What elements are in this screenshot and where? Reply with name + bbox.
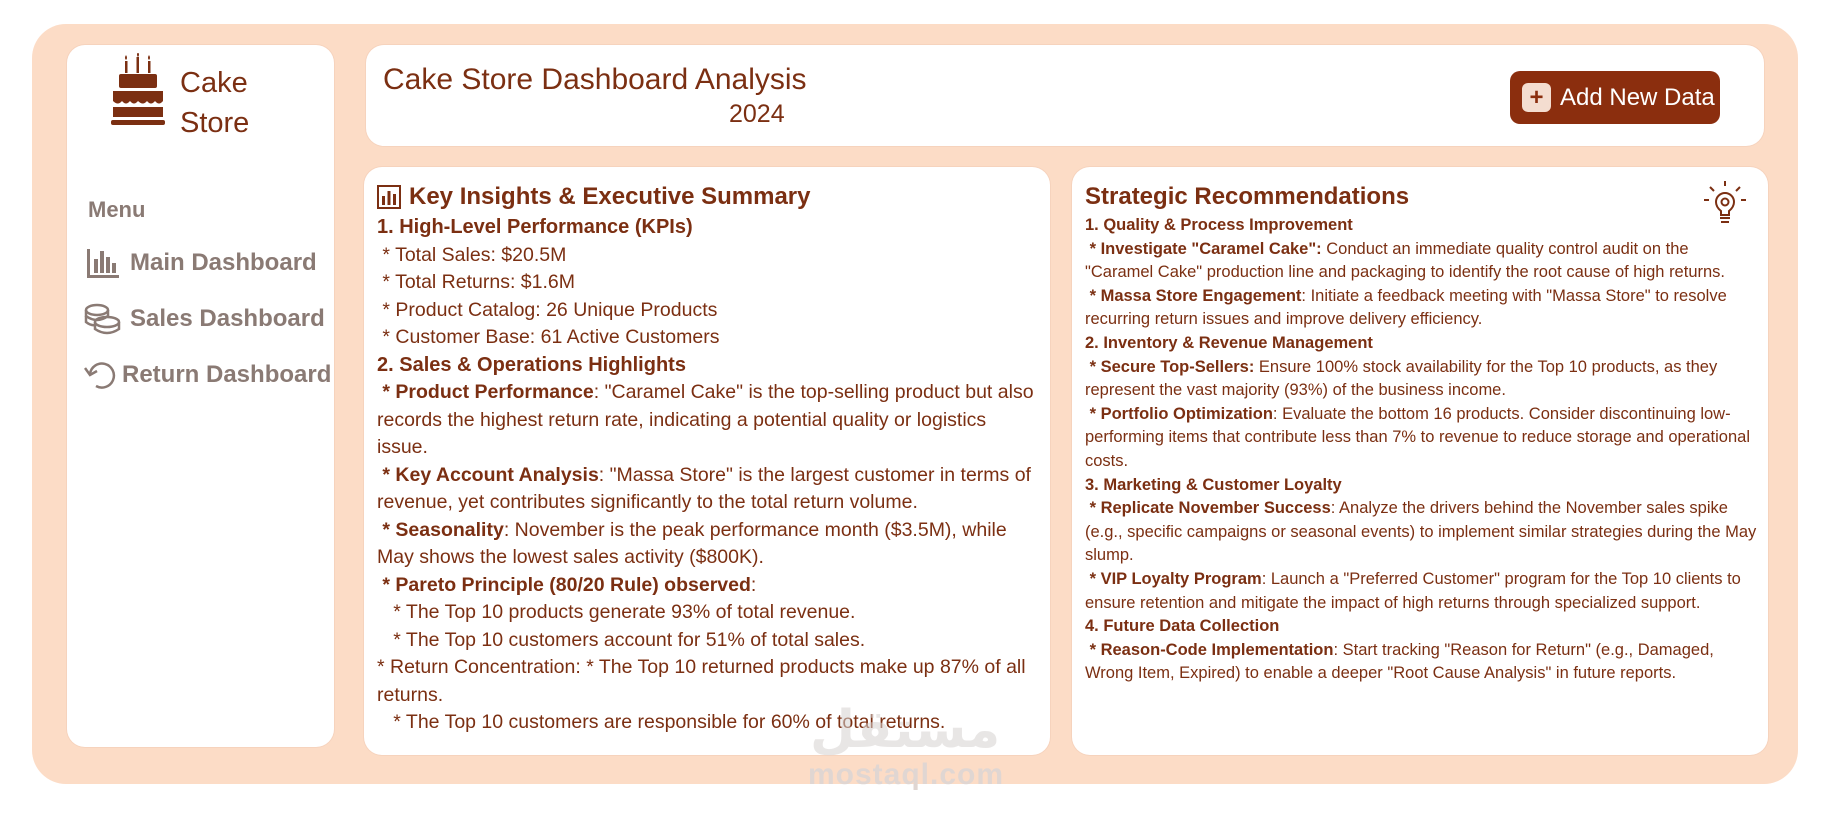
reco-massa-engagement	[1085, 285, 1757, 332]
reco-section-3: 3. Marketing & Customer Loyalty	[1085, 475, 1342, 494]
reco-text: : Start tracking "Reason for Return" (e.g., Damaged, Wrong Item, Expired) to enable a deeper "Root Cause Analysis" in future reports.	[1085, 640, 1714, 683]
brand-line-1: Cake	[180, 67, 248, 99]
reco-label: * Secure Top-Sellers:	[1085, 357, 1255, 376]
add-new-data-button[interactable]	[1510, 71, 1720, 124]
insight-text: : November is the peak performance month ($3.5M), while May shows the lowest sales activity ($800K).	[377, 518, 1007, 568]
brand-line-2: Store	[180, 107, 250, 139]
menu-title: Menu	[88, 197, 146, 222]
coins-icon	[84, 301, 122, 337]
menu-item-main-dashboard[interactable]	[84, 243, 317, 283]
return-customers: * The Top 10 customers are responsible for 60% of total returns.	[377, 711, 946, 733]
reco-label: * Massa Store Engagement	[1085, 286, 1302, 305]
insight-product-performance	[377, 379, 1037, 462]
insight-text: : "Massa Store" is the largest customer in terms of revenue, yet contributes significantly to the total return volume.	[377, 463, 1031, 513]
reco-replicate-november	[1085, 497, 1757, 568]
insights-title	[377, 180, 1037, 214]
plus-icon: +	[1522, 83, 1551, 112]
reco-secure-top-sellers	[1085, 356, 1757, 403]
menu-item-label: Sales Dashboard	[130, 305, 325, 332]
recommendations-content	[1085, 180, 1757, 686]
watermark-arabic: مستقل	[810, 701, 1001, 759]
page-title: Cake Store Dashboard Analysis	[383, 63, 807, 96]
menu-item-label: Main Dashboard	[130, 249, 317, 276]
return-concentration: * Return Concentration: * The Top 10 returned products make up 87% of all returns.	[377, 656, 1026, 706]
insights-section-2: 2. Sales & Operations Highlights	[377, 353, 686, 376]
kpi-product-catalog: * Product Catalog: 26 Unique Products	[377, 298, 718, 321]
reco-section-4: 4. Future Data Collection	[1085, 617, 1280, 636]
reco-label: * Investigate "Caramel Cake":	[1085, 239, 1322, 258]
insight-pareto	[377, 572, 1037, 600]
insights-content	[377, 180, 1037, 737]
reco-label: * Replicate November Success	[1085, 499, 1331, 518]
reco-investigate-caramel	[1085, 238, 1757, 285]
watermark-latin: mostaql.com	[808, 758, 1005, 791]
reco-text: : Analyze the drivers behind the November sales spike (e.g., specific campaigns or seasonal events) to implement similar strategies during the May slump.	[1085, 499, 1757, 565]
insight-label: * Pareto Principle (80/20 Rule) observed	[377, 573, 751, 596]
menu-item-sales-dashboard[interactable]	[84, 299, 325, 339]
bar-chart-icon	[84, 245, 122, 281]
reco-portfolio-optimization	[1085, 403, 1757, 474]
insight-text: :	[750, 573, 757, 596]
insight-text: : "Caramel Cake" is the top-selling product but also records the highest return rate, indicating a potential quality or logistics issue.	[377, 381, 1034, 458]
menu-item-label: Return Dashboard	[122, 361, 332, 388]
pareto-products: * The Top 10 products generate 93% of total revenue.	[377, 601, 856, 623]
reco-label: * Reason-Code Implementation	[1085, 640, 1334, 659]
cake-logo-icon	[111, 53, 165, 133]
insight-label: * Key Account Analysis	[377, 463, 599, 486]
reco-text: : Launch a "Preferred Customer" program for the Top 10 clients to ensure retention and mitigate the impact of high returns through specialized support.	[1085, 569, 1741, 612]
reco-reason-code	[1085, 639, 1757, 686]
insights-title-text: Key Insights & Executive Summary	[409, 183, 811, 210]
kpi-customer-base: * Customer Base: 61 Active Customers	[377, 326, 720, 348]
kpi-total-sales: * Total Sales: $20.5M	[377, 243, 567, 266]
sidebar	[67, 45, 334, 747]
add-new-data-label: Add New Data	[1560, 83, 1715, 111]
pareto-customers: * The Top 10 customers account for 51% of total sales.	[377, 628, 866, 651]
insight-label: * Product Performance	[377, 381, 594, 403]
report-chart-icon	[377, 185, 401, 209]
insight-seasonality	[377, 517, 1037, 572]
insight-label: * Seasonality	[377, 518, 504, 541]
reco-vip-loyalty	[1085, 568, 1757, 615]
reco-section-1: 1. Quality & Process Improvement	[1085, 216, 1353, 234]
reco-text: : Initiate a feedback meeting with "Massa Store" to resolve recurring return issues and improve delivery efficiency.	[1085, 286, 1727, 329]
reco-label: * VIP Loyalty Program	[1085, 569, 1262, 588]
kpi-total-returns: * Total Returns: $1.6M	[377, 271, 575, 293]
reco-label: * Portfolio Optimization	[1085, 404, 1273, 423]
brand-name	[180, 63, 249, 143]
reco-text: Ensure 100% stock availability for the Top 10 products, as they represent the vast majority (93%) of the business income.	[1085, 357, 1718, 400]
recommendations-title: Strategic Recommendations	[1085, 183, 1410, 210]
reco-text: Conduct an immediate quality control audit on the "Caramel Cake" production line and packaging to identify the root cause of high returns.	[1085, 239, 1726, 282]
reco-text: : Evaluate the bottom 16 products. Consider discontinuing low-performing items that contribute less than 7% to revenue to reduce storage and operational costs.	[1085, 404, 1750, 470]
insights-section-1: 1. High-Level Performance (KPIs)	[377, 216, 693, 238]
insight-key-account	[377, 462, 1037, 517]
report-year: 2024	[729, 100, 785, 128]
return-arrow-icon	[84, 357, 118, 393]
reco-section-2: 2. Inventory & Revenue Management	[1085, 333, 1373, 352]
menu-item-return-dashboard[interactable]	[84, 355, 331, 395]
